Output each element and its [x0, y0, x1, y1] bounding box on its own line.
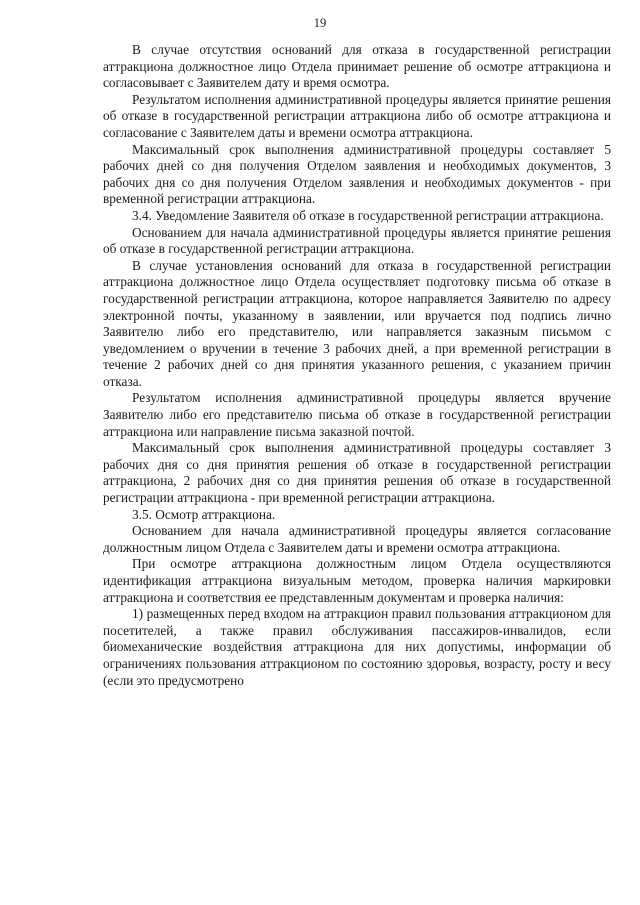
paragraph-refusal-result: Результатом исполнения административной процедуры является вручение Заявителю либо его представителю письма об отказе в государственной регистрации аттракциона или направление письма заказной почтой. [103, 390, 611, 439]
paragraph-refusal-basis: Основанием для начала административной процедуры является принятие решения об отказе в государственной регистрации аттракциона. [103, 224, 611, 257]
section-heading-3-5: 3.5. Осмотр аттракциона. [132, 506, 276, 522]
list-item-1: 1) размещенных перед входом на аттракцион правил пользования аттракционом для посетителей, а также правил обслуживания пассажиров-инвалидов, если биомеханические воздействия аттракциона для них допустимы, информации об ограничениях пользования аттракционом по состоянию здоровья, возрасту, росту и весу (если это предусмотрено [103, 606, 611, 688]
paragraph-inspection-procedure: При осмотре аттракциона должностным лицом Отдела осуществляются идентификация аттракциона визуальным методом, проверка наличия маркировки аттракциона и соответствия ее представленным документам и проверка наличия: [103, 556, 611, 605]
paragraph-procedure-result: Результатом исполнения административной процедуры является принятие решения об отказе в государственной регистрации аттракциона либо об осмотре аттракциона и согласование с Заявителем даты и времени осмотра аттракциона. [103, 91, 611, 140]
document-body [103, 42, 611, 689]
section-heading-3-4: 3.4. Уведомление Заявителя об отказе в государственной регистрации аттракциона. [132, 207, 604, 223]
paragraph-max-term: Максимальный срок выполнения административной процедуры составляет 5 рабочих дней со дня получения Отделом заявления и необходимых документов, 3 рабочих дня со дня получения Отделом заявления и необходимых документов - при временной регистрации аттракциона. [103, 141, 611, 207]
page-number: 19 [313, 16, 327, 30]
paragraph-refusal-max-term: Максимальный срок выполнения административной процедуры составляет 3 рабочих дня со дня принятия решения об отказе в государственной регистрации аттракциона, 2 рабочих дня со дня принятия решения об отказе в государственной регистрации аттракциона - при временной регистрации аттракциона. [103, 440, 611, 506]
paragraph-registration-no-refusal: В случае отсутствия оснований для отказа в государственной регистрации аттракциона должностное лицо Отдела принимает решение об осмотре аттракциона и согласовывает с Заявителем дату и время осмотра. [103, 42, 611, 91]
paragraph-refusal-letter: В случае установления оснований для отказа в государственной регистрации аттракциона должностное лицо Отдела осуществляет подготовку письма об отказе в государственной регистрации аттракциона, которое направляется Заявителю по адресу электронной почты, указанному в заявлении, или вручается под подпись лично Заявителю либо его представителю, или направляется заказным письмом с уведомлением о вручении в течение 3 рабочих дней, а при временной регистрации в течение 2 рабочих дней со дня принятия указанного решения, с указанием причин отказа. [103, 257, 611, 389]
paragraph-inspection-basis: Основанием для начала административной процедуры является согласование должностным лицом Отдела с Заявителем даты и времени осмотра аттракциона. [103, 523, 611, 555]
